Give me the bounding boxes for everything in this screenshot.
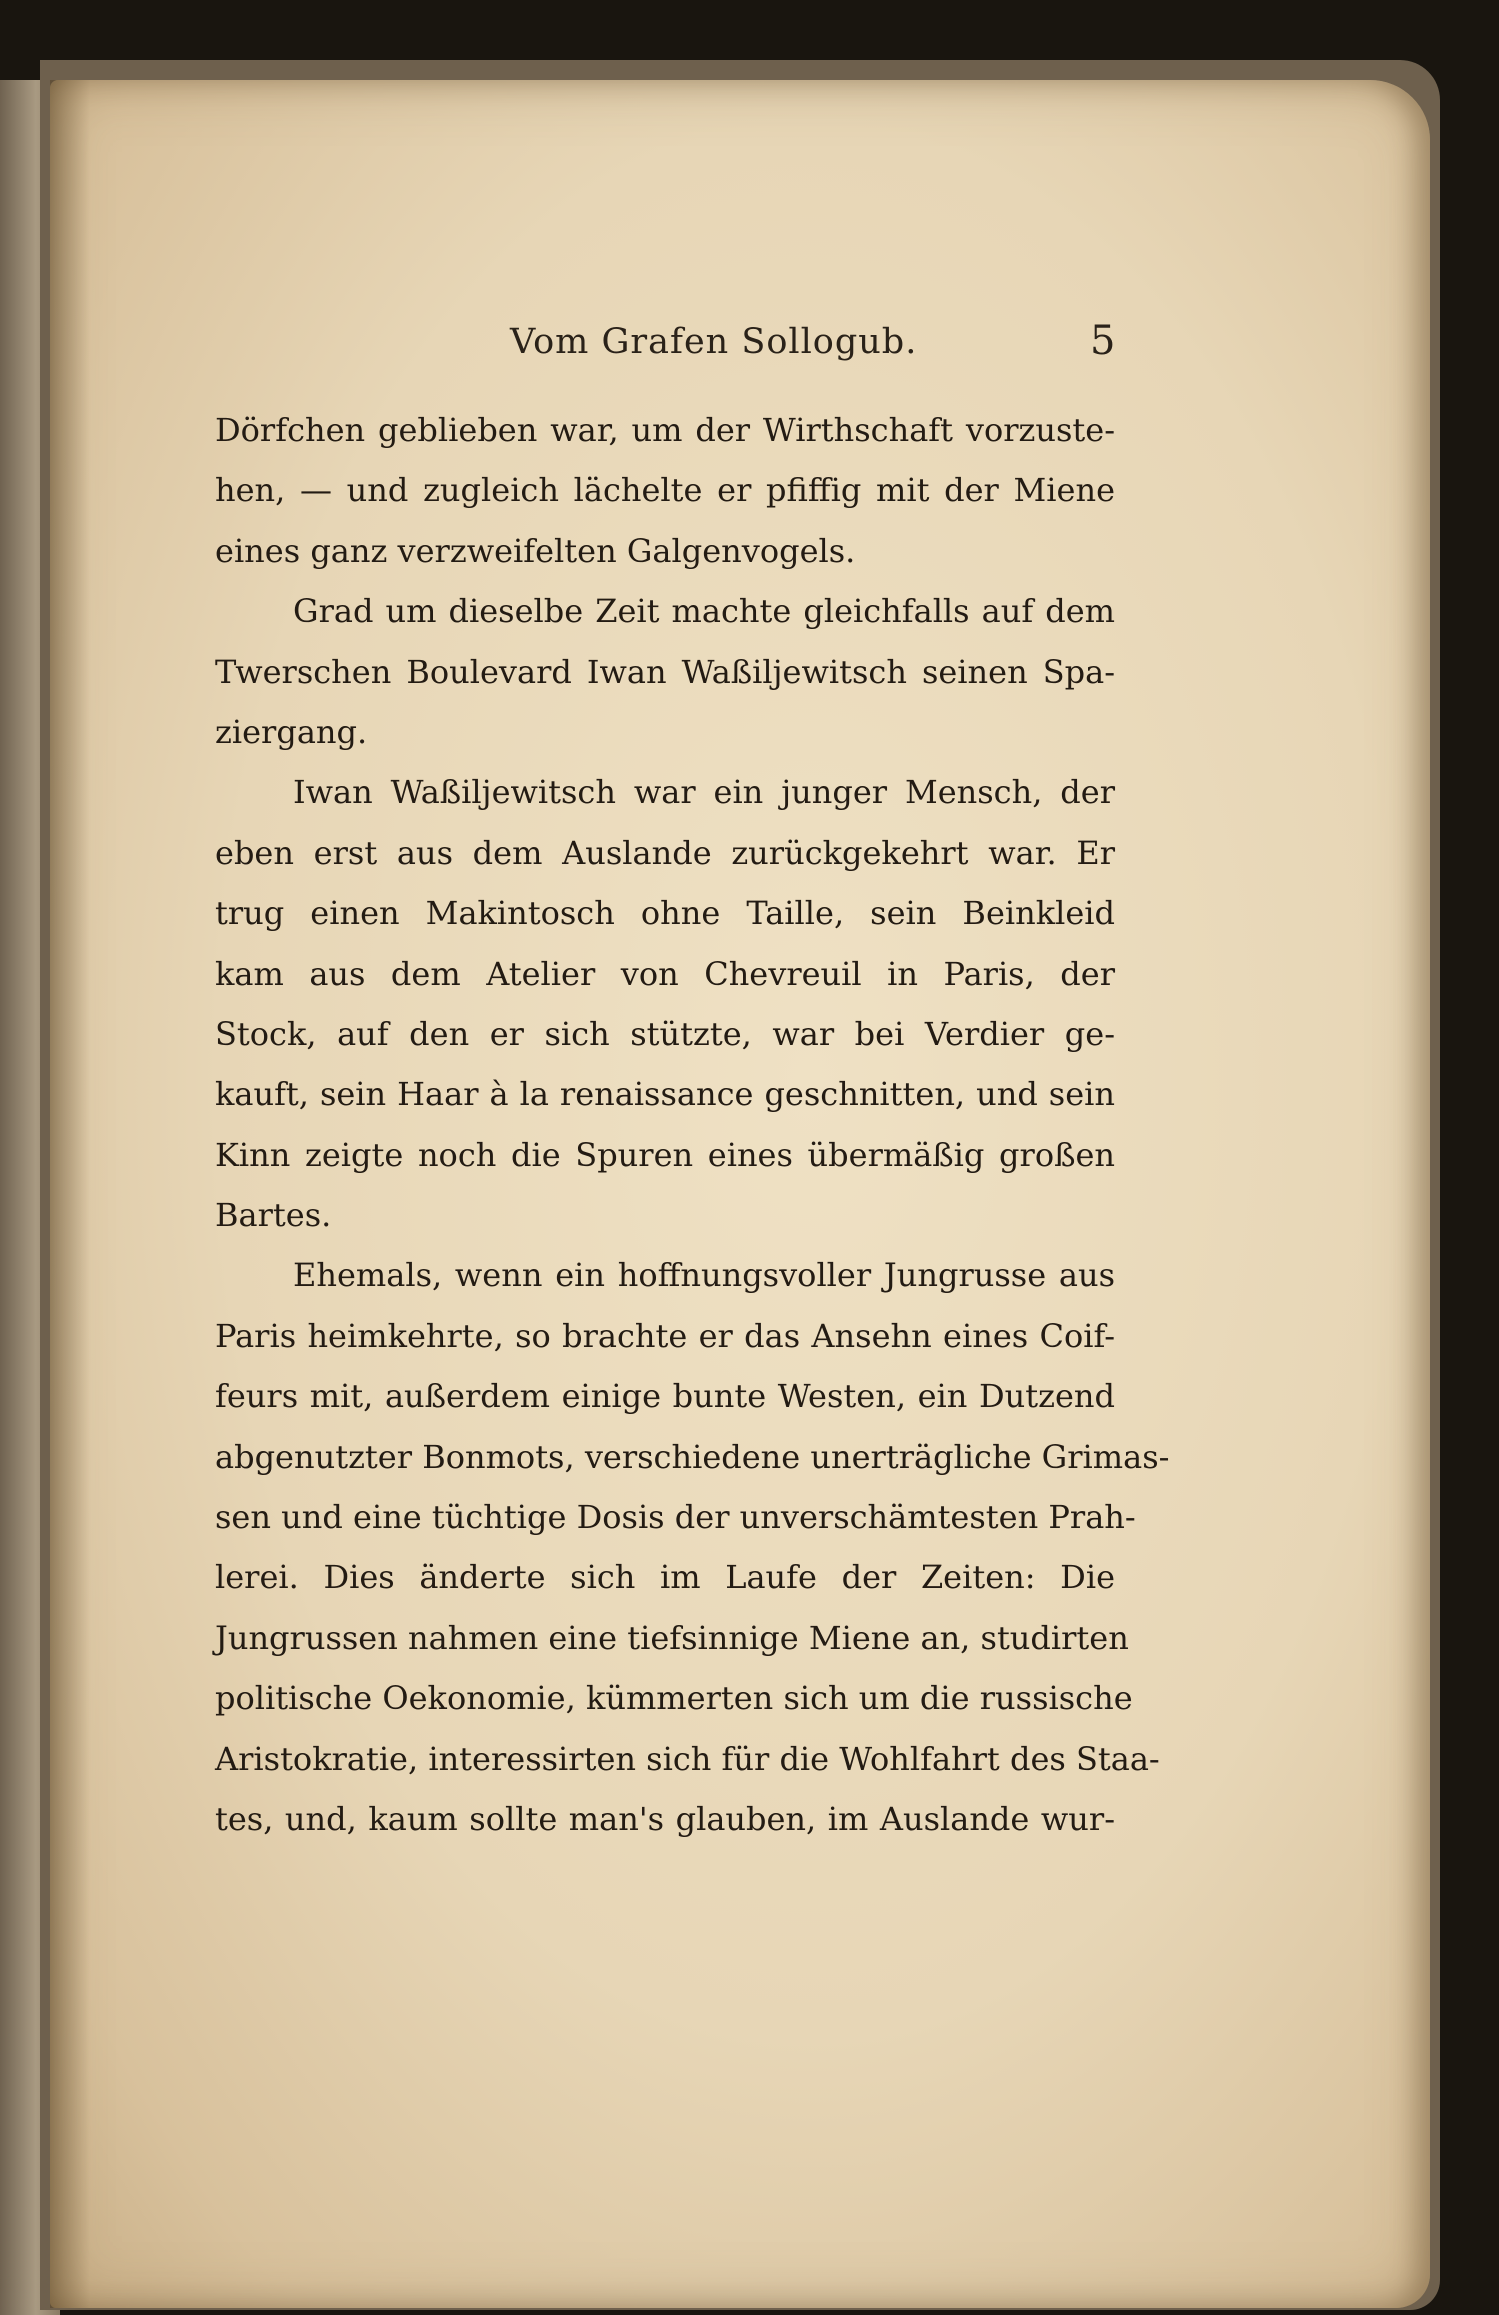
- text-line: politische Oekonomie, kümmerten sich um die russische: [215, 1679, 1133, 1718]
- text-line: tes, und, kaum sollte man's glauben, im Auslande wur-: [215, 1799, 1115, 1838]
- text-line: ziergang.: [215, 712, 368, 751]
- text-line: trug einen Makintosch ohne Taille, sein Beinkleid: [215, 894, 1115, 933]
- text-line: Stock, auf den er sich stützte, war bei Verdier ge-: [215, 1014, 1115, 1053]
- text-line: Dörfchen geblieben war, um der Wirthschaft vorzuste-: [215, 411, 1115, 449]
- text-line: abgenutzter Bonmots, verschiedene unerträgliche Grimas-: [215, 1437, 1170, 1476]
- text-line: kam aus dem Atelier von Chevreuil in Paris, der: [215, 954, 1115, 993]
- text-line: hen, — und zugleich lächelte er pfiffig mit der Miene: [215, 471, 1115, 510]
- text-line: Kinn zeigte noch die Spuren eines übermäßig großen: [215, 1135, 1115, 1174]
- text-line: Twerschen Boulevard Iwan Waßiljewitsch seinen Spa-: [215, 652, 1115, 691]
- text-line: sen und eine tüchtige Dosis der unverschämtesten Prah-: [215, 1498, 1136, 1537]
- running-head: Vom Grafen Sollogub.: [510, 322, 918, 362]
- text-line: kauft, sein Haar à la renaissance geschnitten, und sein: [215, 1075, 1115, 1114]
- text-line: Paris heimkehrte, so brachte er das Ansehn eines Coif-: [215, 1316, 1115, 1355]
- text-line: Bartes.: [215, 1196, 332, 1235]
- text-line: feurs mit, außerdem einige bunte Westen, ein Dutzend: [215, 1377, 1115, 1416]
- text-line: Iwan Waßiljewitsch war ein junger Mensch, der: [293, 773, 1115, 812]
- text-line: Grad um dieselbe Zeit machte gleichfalls auf dem: [293, 592, 1115, 631]
- text-line: eines ganz verzweifelten Galgenvogels.: [215, 531, 856, 570]
- page-number: 5: [1090, 318, 1116, 364]
- body-text: [215, 400, 1170, 1849]
- page-gutter-shadow: [50, 80, 90, 2308]
- text-line: Ehemals, wenn ein hoffnungsvoller Jungrusse aus: [293, 1256, 1115, 1295]
- text-line: eben erst aus dem Auslande zurückgekehrt war. Er: [215, 833, 1115, 872]
- text-line: Jungrussen nahmen eine tiefsinnige Miene an, studirten: [215, 1618, 1129, 1657]
- text-line: Aristokratie, interessirten sich für die Wohlfahrt des Staa-: [215, 1739, 1160, 1778]
- text-line: lerei. Dies änderte sich im Laufe der Zeiten: Die: [215, 1558, 1115, 1597]
